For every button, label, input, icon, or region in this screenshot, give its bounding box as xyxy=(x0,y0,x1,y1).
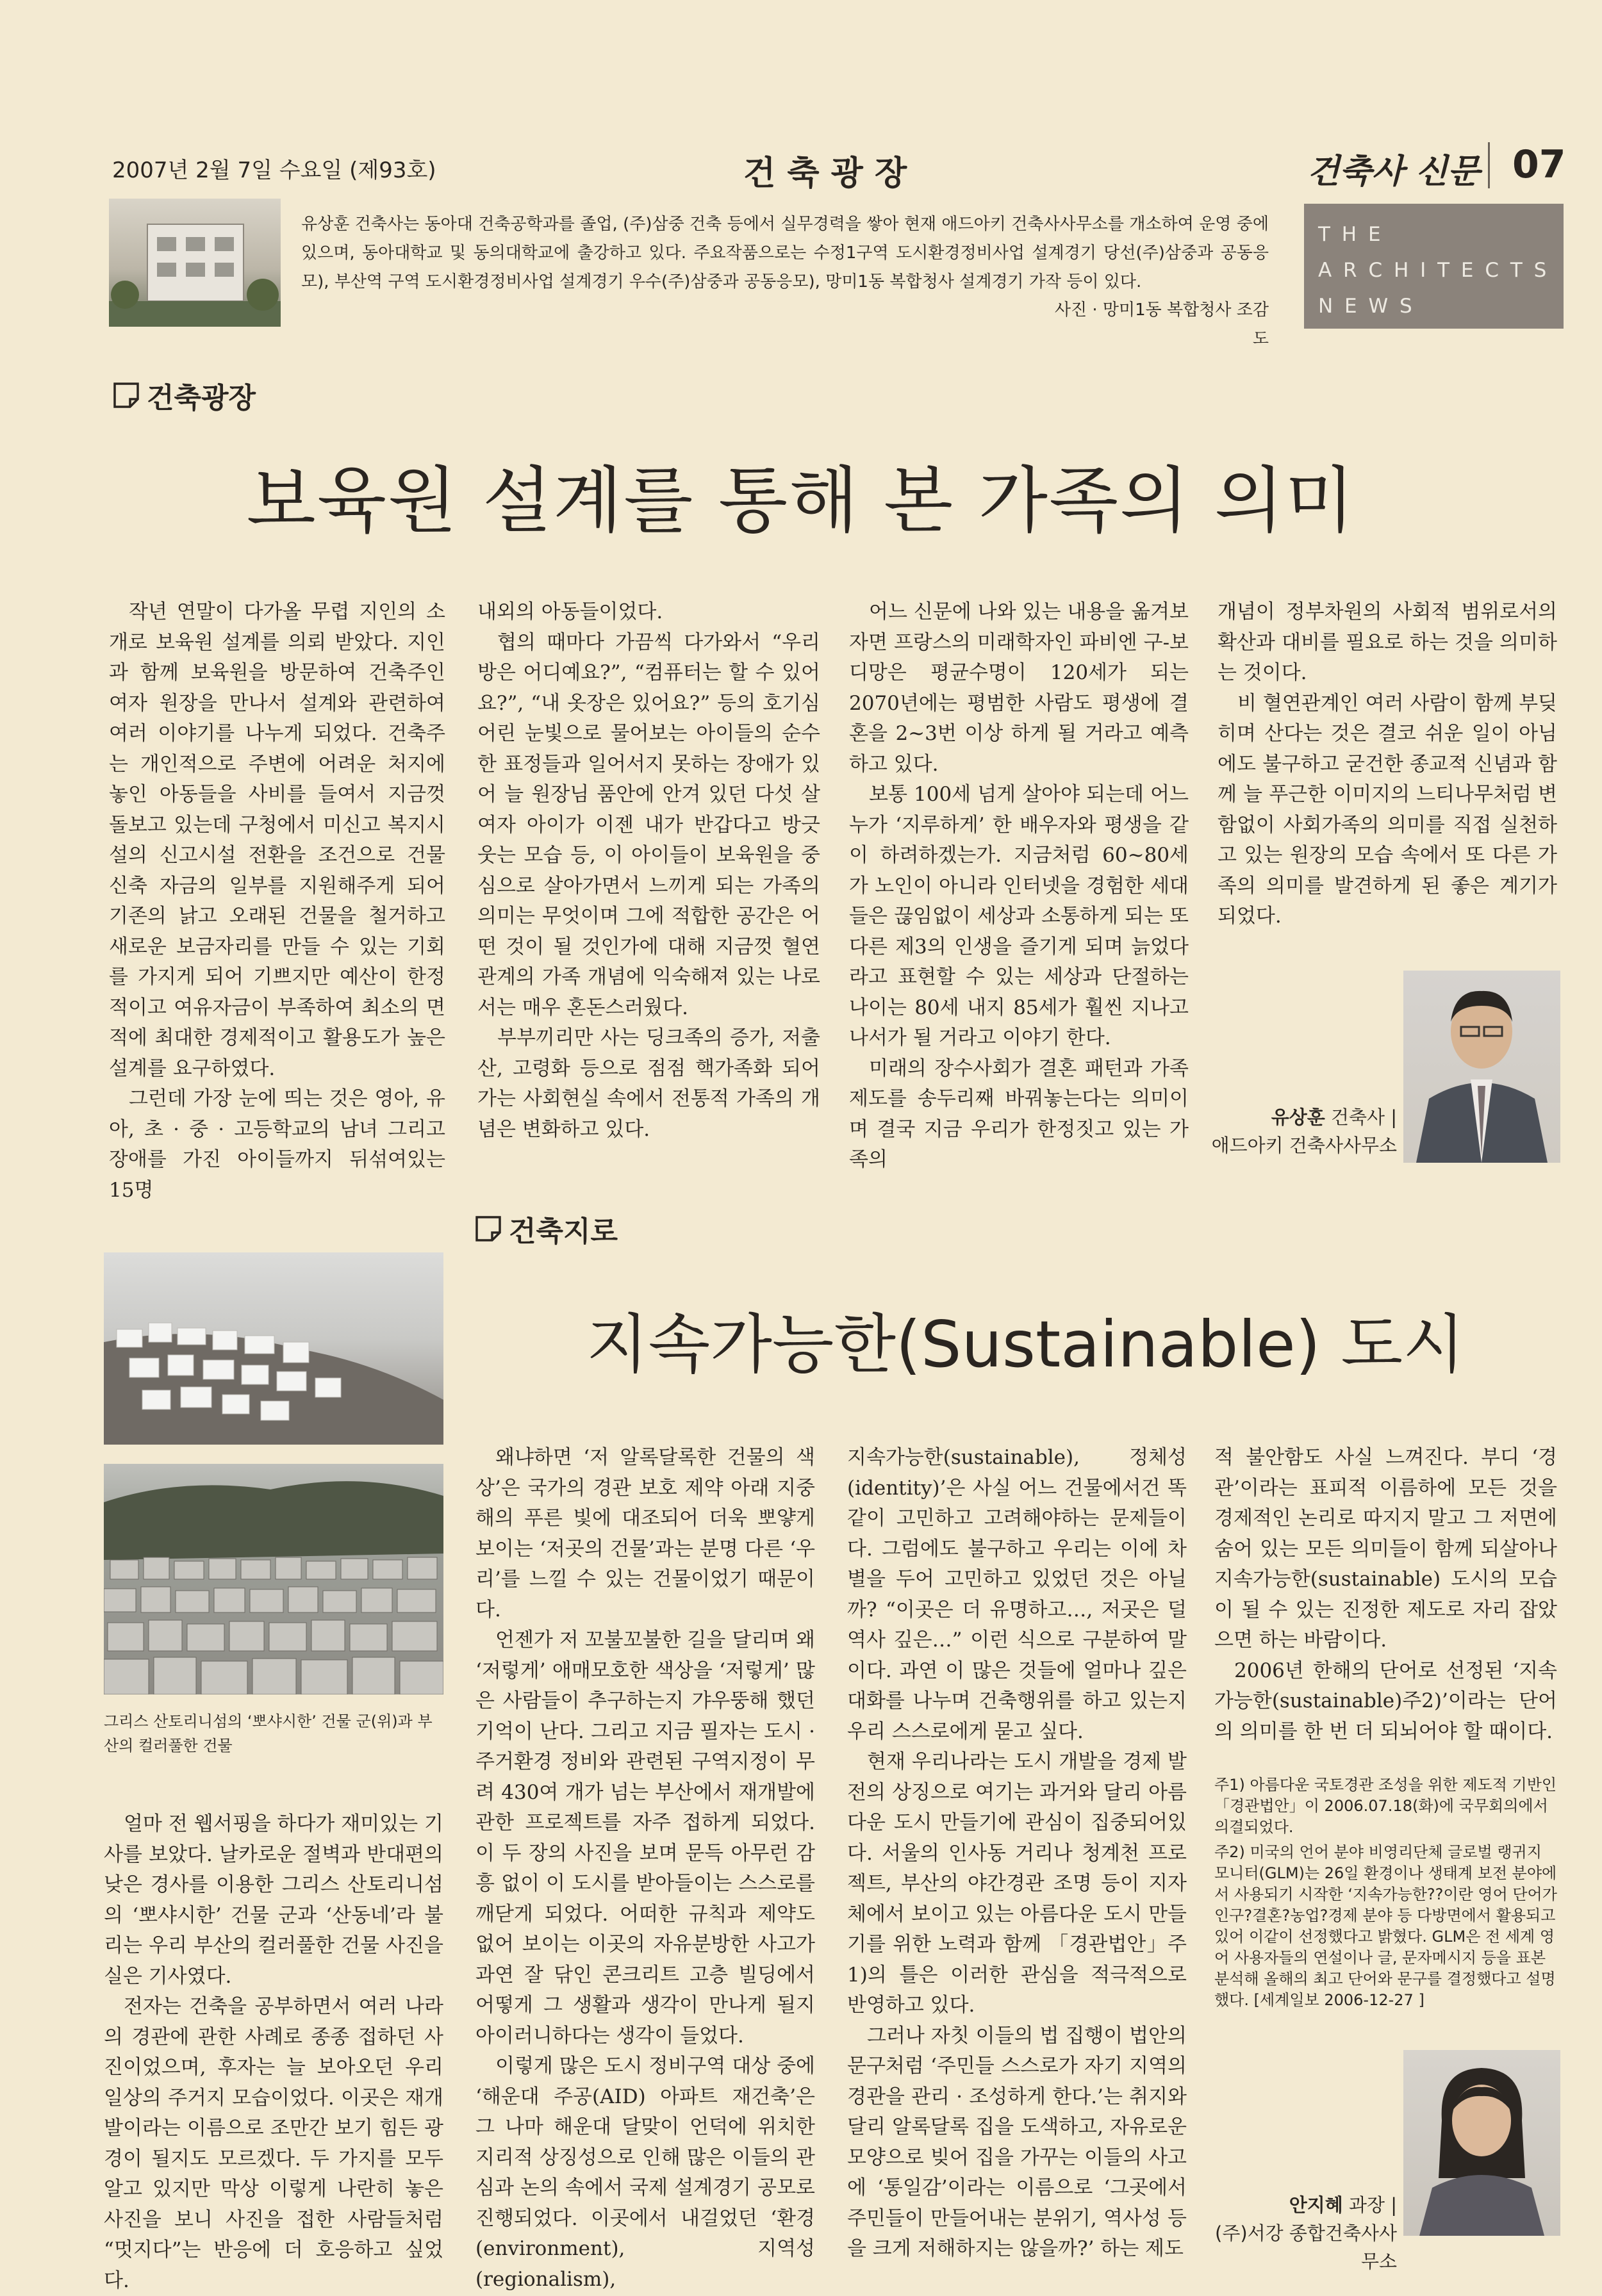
article2-col3-paragraph: 지속가능한(sustainable), 정체성(identity)’은 사실 어느 건물에서건 똑같이 고민하고 고려해야하는 문제들이다. 그럼에도 불구하고 우리는 이에 차별을 두어 고민하고 있었던 것은 아닐까? “이곳은 더 유명하고…, 저곳은 덜 역사 깊은…” 이런 식으로 구분하여 말이다. 과연 이 많은 것들에 얼마나 깊은 대화를 나누며 건축행위를 하고 있는지 우리 스스로에게 묻고 싶다. xyxy=(847,1446,1187,1743)
paper-name: 건축사 신문 xyxy=(1307,152,1480,191)
article2-col3-paragraph: 현재 우리나라는 도시 개발을 경제 발전의 상징으로 여기는 과거와 달리 아름다운 도시 만들기에 관심이 집중되어있다. 서울의 인사동 거리나 청계천 프로젝트, 부산의 야간경관 조명 등이 지자체에서 보이고 있는 아름다운 도시 만들기를 위한 노력과 함께 「경관법안」주1)의 틀은 이러한 관심을 적극적으로 반영하고 있다. xyxy=(847,1750,1187,2017)
profile-building-photo xyxy=(109,199,281,327)
article1-column-1 xyxy=(109,597,445,1206)
article1-col1-paragraph: 그런데 가장 눈에 띄는 것은 영아, 유아, 초 · 중 · 고등학교의 남녀 그리고 장애를 가진 아이들까지 뒤섞여있는 15명 xyxy=(109,1087,445,1202)
article2-footnotes xyxy=(1214,1775,1557,2011)
section-title: 건 축 광 장 xyxy=(743,154,907,193)
article2-col4-paragraph: 적 불안함도 사실 느껴진다. 부디 ‘경관’이라는 표피적 이름하에 모든 것을 경제적인 논리로 따지지 말고 그 저면에 숨어 있는 모든 의미들이 함께 되살아나 지속가능한(sustainable) 도시의 모습이 될 수 있는 진정한 제도로 자리 잡았으면 하는 바람이다. xyxy=(1214,1446,1557,1652)
band-line-the: T H E xyxy=(1318,223,1383,246)
footnote-2: 주2) 미국의 언어 분야 비영리단체 글로벌 랭귀지 모니터(GLM)는 26일 환경이나 생태계 보전 분야에서 사용되기 시작한 ‘지속가능한??이란 영어 단어가 인구?결혼?농업?경제 분야 등 다방면에서 활용되고 있어 이같이 선정했다고 밝혔다. GLM은 전 세계 영어 사용자들의 연설이나 글, 문자메시지 등을 표본 분석해 올해의 최고 단어와 문구를 결정했다고 설명했다. [세계일보 2006-12-27 ] xyxy=(1214,1843,1557,2009)
note-icon xyxy=(112,381,140,409)
author2-title: 과장 xyxy=(1348,2194,1385,2216)
article1-col4-paragraph: 비 혈연관계인 여러 사람이 함께 부딪히며 산다는 것은 결코 쉬운 일이 아님에도 불구하고 굳건한 종교적 신념과 함께 늘 푸근한 이미지의 느티나무처럼 변함없이 사회가족의 의미를 직접 실천하고 있는 원장의 모습 속에서 또 다른 가족의 의미를 발견하게 된 좋은 계기가 되었다. xyxy=(1218,691,1557,928)
author1-office: 애드아키 건축사사무소 xyxy=(1211,1135,1397,1156)
article1-title: 보육원 설계를 통해 본 가족의 의미 xyxy=(246,459,1356,543)
profile-photo-caption: 사진 · 망미1동 복합청사 조감도 xyxy=(1054,300,1269,348)
article1-col2-paragraph: 내외의 아동들이었다. xyxy=(477,600,663,623)
article1-col2-paragraph: 협의 때마다 가끔씩 다가와서 “우리 방은 어디예요?”, “컴퓨터는 할 수 있어요?”, “내 옷장은 있어요?” 등의 호기심 어린 눈빛으로 물어보는 아이들의 순수한 표정들과 일어서지 못하는 장애가 있어 늘 원장님 품안에 안겨 있던 다섯 살 여자 아이가 이젠 내가 반갑다고 방긋 웃는 모습 등, 이 아이들이 보육원을 중심으로 살아가면서 느끼게 되는 가족의 의미는 무엇이며 그에 적합한 공간은 어떤 것이 될 것인가에 대해 지금껏 혈연관계의 가족 개념에 익숙해져 있는 나로서는 매우 혼돈스러웠다. xyxy=(477,630,820,1019)
article2-section-text: 건축지로 xyxy=(509,1215,618,1248)
article1-col3-paragraph: 보통 100세 넘게 살아야 되는데 어느 누가 ‘지루하게’ 한 배우자와 평생을 같이 하려하겠는가. 지금처럼 60~80세가 노인이 아니라 인터넷을 경험한 세대들은 끊임없이 세상과 소통하게 되는 또 다른 제3의 인생을 즐기게 되며 늙었다라고 표현할 수 있는 세상과 단절하는 나이는 80세 내지 85세가 훨씬 지나고 나서가 될 거라고 이야기 한다. xyxy=(849,783,1189,1049)
article2-col4-paragraph: 2006년 한해의 단어로 선정된 ‘지속가능한(sustainable)주2)’이라는 단어의 의미를 한 번 더 되뇌어야 할 때이다. xyxy=(1214,1659,1557,1743)
author1-photo xyxy=(1403,971,1560,1163)
busan-illustration xyxy=(104,1464,443,1694)
article2-photo-caption: 그리스 산토리니섬의 ‘뽀샤시한’ 건물 군(위)과 부산의 컬러풀한 건물 xyxy=(104,1712,433,1755)
architects-news-band xyxy=(1304,204,1564,329)
article1-col3-paragraph: 어느 신문에 나와 있는 내용을 옮겨보자면 프랑스의 미래학자인 파비엔 구-보디망은 평균수명이 120세가 되는 2070년에는 평범한 사람도 평생에 결혼을 2~3번 이상 하게 될 거라고 예측하고 있다. xyxy=(849,600,1189,776)
article1-column-3 xyxy=(849,597,1189,1176)
article2-column-3 xyxy=(847,1443,1187,2265)
article2-col2-paragraph: 이렇게 많은 도시 정비구역 대상 중에 ‘해운대 주공(AID) 아파트 재건축’은 그 나마 해운대 달맞이 언덕에 위치한 지리적 상징성으로 인해 많은 이들의 관심과 논의 속에서 국제 설계경기 공모로 진행되었다. 이곳에서 내걸었던 ‘환경(environment), 지역성(regionalism), xyxy=(475,2054,815,2291)
building-illustration xyxy=(109,199,281,327)
busan-photo xyxy=(104,1464,443,1694)
author1-name: 유상훈 xyxy=(1271,1106,1325,1128)
article2-column-4 xyxy=(1214,1443,1557,1747)
article1-col1-paragraph: 작년 연말이 다가올 무렵 지인의 소개로 보육원 설계를 의뢰 받았다. 지인과 함께 보육원을 방문하여 건축주인 여자 원장을 만나서 설계와 관련하여 여러 이야기를 나누게 되었다. 건축주는 개인적으로 주변에 어려운 처지에 놓인 아동들을 사비를 들여서 지금껏 돌보고 있는데 구청에서 미신고 복지시설의 신고시설 전환을 조건으로 건물 신축 자금의 일부를 지원해주게 되어 기존의 낡고 오래된 건물을 철거하고 새로운 보금자리를 만들 수 있는 기회를 가지게 되어 기쁘지만 예산이 한정적이고 여유자금이 부족하여 최소의 면적에 최대한 경제적이고 활용도가 높은 설계를 요구하였다. xyxy=(109,600,445,1080)
article2-title: 지속가능한(Sustainable) 도시 xyxy=(586,1307,1465,1382)
page-number: 07 xyxy=(1512,142,1566,187)
article1-column-2 xyxy=(477,597,820,1145)
article2-column-1 xyxy=(104,1809,443,2296)
article1-col2-paragraph: 부부끼리만 사는 딩크족의 증가, 저출산, 고령화 등으로 점점 핵가족화 되어가는 사회현실 속에서 전통적 가족의 개념은 변화하고 있다. xyxy=(477,1026,820,1141)
article1-column-4 xyxy=(1218,597,1557,932)
profile-text: 유상훈 건축사는 동아대 건축공학과를 졸업, (주)삼중 건축 등에서 실무경력을 쌓아 현재 애드아키 건축사사무소를 개소하여 운영 중에 있으며, 동아대학교 및 동의대학교에 출강하고 있다. 주요작품으로는 수정1구역 도시환경정비사업 설계경기 당선(주)삼중과 공동응모), 부산역 구역 도시환경정비사업 설계경기 우수(주)삼중과 공동응모), 망미1동 복합청사 설계경기 가작 등이 있다. xyxy=(301,215,1269,291)
article2-col2-paragraph: 왜냐하면 ‘저 알록달록한 건물의 색상’은 국가의 경관 보호 제약 아래 지중해의 푸른 빛에 대조되어 더욱 뽀얗게 보이는 ‘저곳의 건물’과는 분명 다른 ‘우리’를 느낄 수 있는 건물이었기 때문이다. xyxy=(475,1446,815,1621)
footnote-1: 주1) 아름다운 국토경관 조성을 위한 제도적 기반인 「경관법안」이 2006.07.18(화)에 국무회의에서 의결되었다. xyxy=(1214,1776,1557,1836)
author1-separator: | xyxy=(1391,1106,1397,1128)
article2-section-label xyxy=(474,1208,618,1249)
article2-col3-paragraph: 그러나 자칫 이들의 법 집행이 법안의 문구처럼 ‘주민들 스스로가 자기 지역의 경관을 관리 · 조성하게 한다.’는 취지와 달리 알록달록 집을 도색하고, 자유로운 모양으로 빚어 집을 가꾸는 이들의 사고에 ‘통일감’이라는 이름으로 ‘그곳에서 주민들이 만들어내는 분위기, 역사성 등을 크게 저해하지는 않을까?’ 하는 제도 xyxy=(847,2024,1187,2260)
issue-date: 2007년 2월 7일 수요일 (제93호) xyxy=(112,158,436,183)
author2-office: (주)서강 종합건축사사무소 xyxy=(1215,2222,1397,2272)
santorini-photo xyxy=(104,1252,443,1445)
author2-byline xyxy=(1205,2191,1397,2276)
note-icon xyxy=(474,1215,502,1243)
author2-name: 안지혜 xyxy=(1289,2194,1343,2216)
santorini-illustration xyxy=(104,1252,443,1445)
article1-section-text: 건축광장 xyxy=(147,382,256,414)
article1-col3-paragraph: 미래의 장수사회가 결혼 패턴과 가족 제도를 송두리째 바꿔놓는다는 의미이며 결국 지금 우리가 한정짓고 있는 가족의 xyxy=(849,1056,1189,1171)
article2-col2-paragraph: 언젠가 저 꼬불꼬불한 길을 달리며 왜 ‘저렇게’ 애매모호한 색상을 ‘저렇게’ 많은 사람들이 추구하는지 갸우뚱해 했던 기억이 난다. 그리고 지금 필자는 도시 · 주거환경 정비와 관련된 구역지정이 무려 430여 개가 넘는 부산에서 재개발에 관한 프로젝트를 자주 접하게 되었다. 이 두 장의 사진을 보며 문득 아무런 감흥 없이 이 도시를 받아들이는 스스로를 깨닫게 되었다. 어떠한 규칙과 제약도 없어 보이는 이곳의 자유분방한 사고가 과연 잘 닦인 콘크리트 고층 빌딩에서 어떻게 그 생활과 생각이 만나게 될지 아이러니하다는 생각이 들었다. xyxy=(475,1628,815,2047)
portrait-man-illustration xyxy=(1403,971,1560,1163)
author1-title: 건축사 xyxy=(1330,1106,1385,1128)
article1-section-label xyxy=(112,375,256,416)
band-line-architects: A R C H I T E C T S xyxy=(1318,259,1549,282)
author2-separator: | xyxy=(1391,2194,1397,2216)
header-page-divider xyxy=(1488,142,1490,188)
author1-byline xyxy=(1205,1103,1397,1160)
article2-col1-paragraph: 전자는 건축을 공부하면서 여러 나라의 경관에 관한 사례로 종종 접하던 사진이었으며, 후자는 늘 보아오던 우리 일상의 주거지 모습이었다. 이곳은 재개발이라는 이름으로 조만간 보기 힘든 광경이 될지도 모르겠다. 두 가지를 모두 알고 있지만 막상 이렇게 나란히 놓은 사진을 보니 사진을 접한 사람들처럼 “멋지다”는 반응에 더 호응하고 싶었다. xyxy=(104,1995,443,2292)
band-line-news: N E W S xyxy=(1318,295,1415,318)
article2-col1-paragraph: 얼마 전 웹서핑을 하다가 재미있는 기사를 보았다. 날카로운 절벽과 반대편의 낮은 경사를 이용한 그리스 산토리니섬의 ‘뽀샤시한’ 건물 군과 ‘산동네’라 불리는 우리 부산의 컬러풀한 건물 사진을 실은 기사였다. xyxy=(104,1812,443,1988)
portrait-woman-illustration xyxy=(1403,2050,1560,2236)
author2-photo xyxy=(1403,2050,1560,2236)
article1-col4-paragraph: 개념이 정부차원의 사회적 범위로서의 확산과 대비를 필요로 하는 것을 의미하는 것이다. xyxy=(1218,600,1557,684)
article2-column-2 xyxy=(475,1443,815,2295)
